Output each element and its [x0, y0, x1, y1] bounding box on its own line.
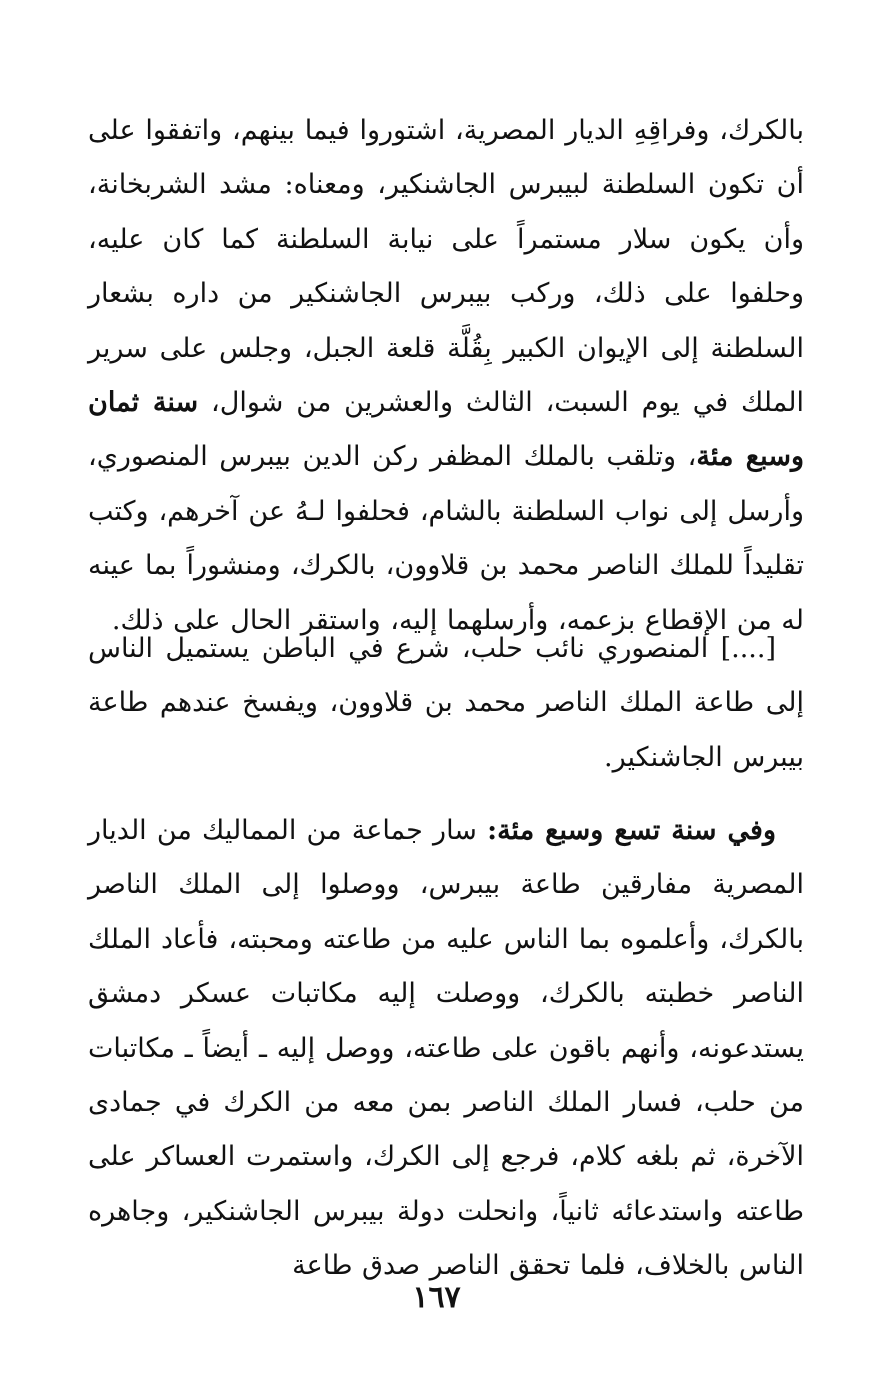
paragraph-year-709 [88, 804, 804, 1294]
paragraph-text: ، وتلقب بالملك المظفر ركن الدين بيبرس المنصوري، وأرسل إلى نواب السلطنة بالشام، فحلفوا لـهُ عن آخرهم، وكتب تقليداً للملك الناصر محمد بن قلاوون، بالكرك، ومنشوراً بما عينه له من الإقطاع بزعمه، وأرسلهما إليه، واستقر الحال على ذلك. [88, 441, 804, 636]
paragraph-accession-of-baybars [88, 104, 804, 648]
paragraph-text: سار جماعة من المماليك من الديار المصرية مفارقين طاعة بيبرس، ووصلوا إلى الملك الناصر بالكرك، وأعلموه بما الناس عليه من طاعته ومحبته، فأعاد الملك الناصر خطبته بالكرك، ووصلت إليه مكاتبات عسكر دمشق يستدعونه، وأنهم باقون على طاعته، ووصل إليه ـ أيضاً ـ مكاتبات من حلب، فسار الملك الناصر بمن معه من الكرك في جمادى الآخرة، ثم بلغه كلام، فرجع إلى الكرك، واستمرت العساكر على طاعته واستدعائه ثانياً، وانحلت دولة بيبرس الجاشنكير، وجاهره الناس بالخلاف، فلما تحقق الناصر صدق طاعة [88, 815, 804, 1282]
page-number: ١٦٧ [412, 1280, 461, 1315]
paragraph-aleppo-governor [88, 622, 804, 785]
year-heading-709: وفي سنة تسع وسبع مئة: [487, 815, 777, 846]
paragraph-text: [....] المنصوري نائب حلب، شرع في الباطن يستميل الناس إلى طاعة الملك الناصر محمد بن قلاوون، ويفسخ عندهم طاعة بيبرس الجاشنكير. [88, 633, 804, 773]
year-heading-708: سنة ثمان وسبع مئة [88, 387, 804, 473]
paragraph-text: بالكرك، وفراقِهِ الديار المصرية، اشتوروا فيما بينهم، واتفقوا على أن تكون السلطنة لبيبرس الجاشنكير، ومعناه: مشد الشربخانة، وأن يكون سلار مستمراً على نيابة السلطنة كما كان عليه، وحلفوا على ذلك، وركب بيبرس الجاشنكير من داره بشعار السلطنة إلى الإيوان الكبير بِقُلَّة قلعة الجبل، وجلس على سرير الملك في يوم السبت، الثالث والعشرين من شوال، [88, 115, 805, 419]
